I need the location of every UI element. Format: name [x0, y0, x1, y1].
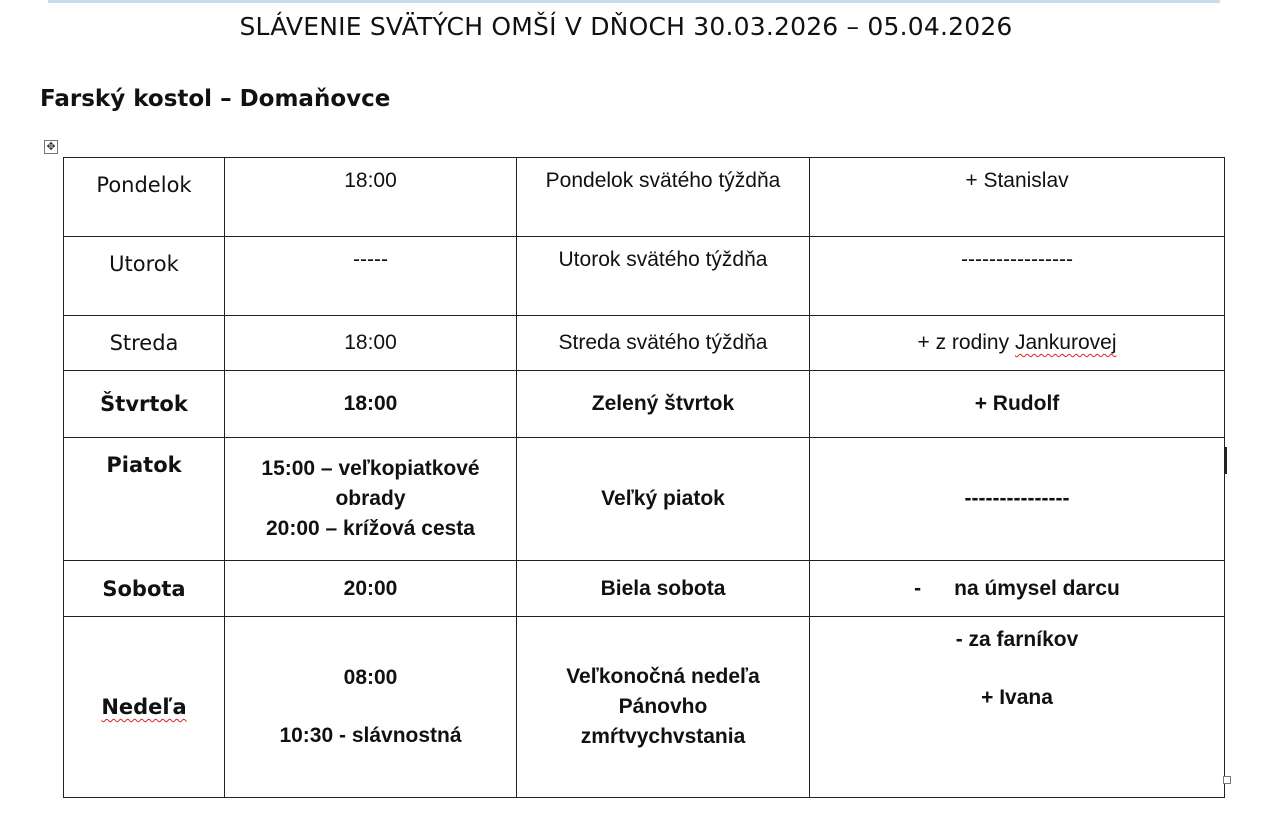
feast-cell[interactable]: Utorok svätého týždňa — [517, 237, 810, 316]
time-line: 15:00 – veľkopiatkové — [261, 457, 480, 480]
intention-text: + z rodiny — [917, 331, 1015, 354]
mass-schedule-table — [63, 157, 1225, 798]
time-line: 08:00 — [343, 666, 398, 689]
intention-line: - za farníkov — [955, 628, 1079, 651]
feast-cell[interactable]: Streda svätého týždňa — [517, 316, 810, 371]
time-cell[interactable]: 18:00 — [225, 316, 517, 371]
intention-cell[interactable]: + Stanislav — [810, 158, 1225, 237]
church-heading: Farský kostol – Domaňovce — [40, 86, 391, 112]
intention-cell[interactable]: ---------------- — [810, 237, 1225, 316]
intention-cell[interactable] — [810, 316, 1225, 371]
list-bullet: - — [914, 576, 922, 600]
feast-cell[interactable]: Veľký piatok — [517, 438, 810, 561]
table-row — [64, 237, 1225, 316]
header-rule — [48, 0, 1220, 3]
time-cell[interactable]: 18:00 — [225, 371, 517, 438]
day-cell[interactable]: Sobota — [64, 561, 225, 617]
table-row — [64, 617, 1225, 798]
feast-line: Pánovho — [618, 695, 708, 718]
day-cell[interactable]: Streda — [64, 316, 225, 371]
intention-line: + Ivana — [981, 686, 1053, 709]
time-cell[interactable] — [225, 438, 517, 561]
day-cell[interactable]: Piatok — [64, 438, 225, 561]
table-row — [64, 561, 1225, 617]
feast-cell[interactable]: Zelený štvrtok — [517, 371, 810, 438]
table-resize-handle-icon[interactable] — [1223, 776, 1231, 784]
time-cell[interactable]: 20:00 — [225, 561, 517, 617]
misspelled-word: Nedeľa — [101, 695, 187, 719]
time-cell[interactable]: 18:00 — [225, 158, 517, 237]
time-line: obrady — [335, 487, 406, 510]
day-cell[interactable]: Utorok — [64, 237, 225, 316]
day-cell[interactable]: Štvrtok — [64, 371, 225, 438]
table-move-handle-icon[interactable]: ✥ — [44, 140, 58, 154]
time-line: 10:30 - slávnostná — [279, 724, 462, 747]
day-cell[interactable] — [64, 617, 225, 798]
document-title: SLÁVENIE SVÄTÝCH OMŠÍ V DŇOCH 30.03.2026 – 05.04.2026 — [239, 12, 1013, 41]
intention-cell[interactable]: + Rudolf — [810, 371, 1225, 438]
feast-line: Veľkonočná nedeľa — [566, 665, 760, 688]
intention-cell[interactable] — [810, 617, 1225, 798]
feast-line: zmŕtvychvstania — [580, 725, 746, 748]
feast-cell[interactable]: Pondelok svätého týždňa — [517, 158, 810, 237]
intention-cell[interactable]: --------------- — [810, 438, 1225, 561]
table-row — [64, 371, 1225, 438]
feast-cell[interactable]: Biela sobota — [517, 561, 810, 617]
text-cursor — [1225, 447, 1227, 474]
misspelled-word: Jankurovej — [1014, 331, 1117, 354]
table-row — [64, 438, 1225, 561]
time-cell[interactable] — [225, 617, 517, 798]
table-row — [64, 316, 1225, 371]
intention-text: na úmysel darcu — [954, 576, 1120, 600]
time-cell[interactable]: ----- — [225, 237, 517, 316]
intention-cell[interactable] — [810, 561, 1225, 617]
time-line: 20:00 – krížová cesta — [266, 517, 475, 540]
feast-cell[interactable] — [517, 617, 810, 798]
day-cell[interactable]: Pondelok — [64, 158, 225, 237]
table-row — [64, 158, 1225, 237]
